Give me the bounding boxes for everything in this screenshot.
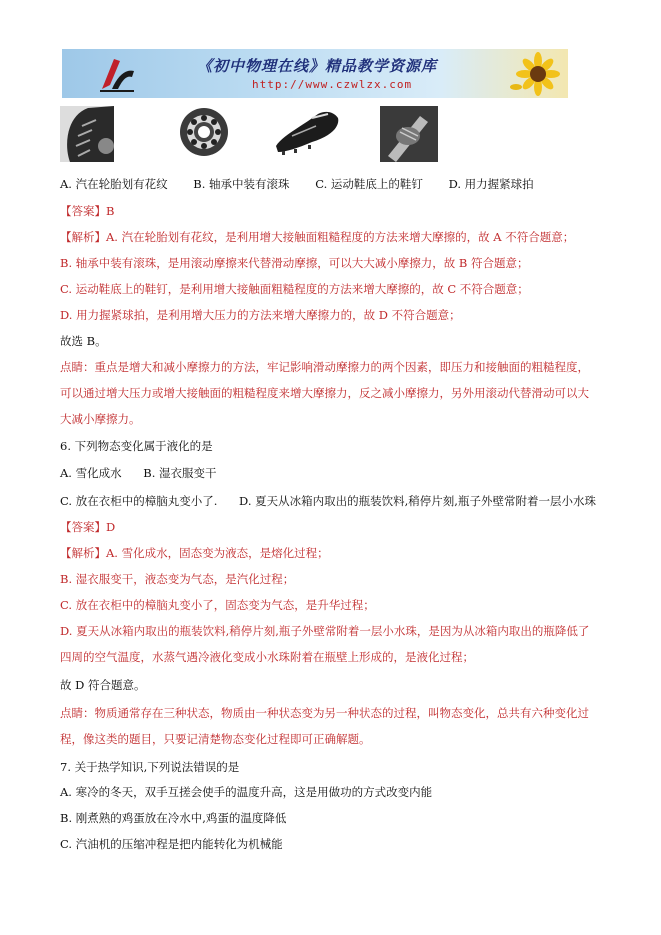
q6-analysis-line: 四周的空气温度，水蒸气遇冷液化变成小水珠附着在瓶壁上形成的，是液化过程； xyxy=(60,650,474,664)
tire-tread-image xyxy=(60,106,114,162)
q5-tip-line: 点睛：重点是增大和减小摩擦力的方法，牢记影响滑动摩擦力的两个因素，即压力和接触面的粗糙程度， xyxy=(60,360,589,374)
q6-question: 6. 下列物态变化属于液化的是 xyxy=(60,439,213,453)
q6-conclusion: 故 D 符合题意。 xyxy=(60,678,146,692)
q5-option-d: D. 用力握紧球拍 xyxy=(448,177,534,191)
banner-url: http://www.czwlzx.com xyxy=(252,78,413,91)
q6-option-d: D. 夏天从冰箱内取出的瓶装饮料,稍停片刻,瓶子外壁常附着一层小水珠 xyxy=(239,494,596,508)
q6-option-a: A. 雪化成水 xyxy=(60,466,122,480)
q5-option-b: B. 轴承中装有滚珠 xyxy=(193,177,290,191)
q6-analysis-line: D. 夏天从冰箱内取出的瓶装饮料,稍停片刻,瓶子外壁常附着一层小水珠，是因为从冰箱内取出的瓶降低了 xyxy=(60,624,590,638)
q5-analysis-line: 【解析】A. 汽在轮胎划有花纹，是利用增大接触面粗糙程度的方法来增大摩擦的，故 A 不符合题意； xyxy=(60,230,575,244)
bearing-image xyxy=(175,106,233,158)
q6-tip-line: 程，像这类的题目，只要记清楚物态变化过程即可正确解题。 xyxy=(60,732,371,746)
q5-options xyxy=(60,176,534,192)
header-banner xyxy=(62,49,568,98)
q5-option-c: C. 运动鞋底上的鞋钉 xyxy=(315,177,423,191)
q5-analysis-line: D. 用力握紧球拍，是利用增大压力的方法来增大摩擦力的，故 D 不符合题意； xyxy=(60,308,461,322)
q5-answer: 【答案】B xyxy=(60,204,115,218)
q5-conclusion: 故选 B。 xyxy=(60,334,107,348)
q6-option-c: C. 放在衣柜中的樟脑丸变小了. xyxy=(60,494,218,508)
q7-question: 7. 关于热学知识,下列说法错误的是 xyxy=(60,760,240,774)
question-images xyxy=(60,106,460,162)
q6-options-ab xyxy=(60,465,217,481)
q5-analysis-line: C. 运动鞋底上的鞋钉，是利用增大接触面粗糙程度的方法来增大摩擦的，故 C 不符合题意； xyxy=(60,282,529,296)
q6-analysis-line: B. 湿衣服变干，液态变为气态，是汽化过程； xyxy=(60,572,295,586)
q6-option-b: B. 湿衣服变干 xyxy=(143,466,217,480)
q5-tip-line: 大减小摩擦力。 xyxy=(60,412,141,426)
q7-option-c: C. 汽油机的压缩冲程是把内能转化为机械能 xyxy=(60,837,283,851)
q6-tip-line: 点睛：物质通常存在三种状态，物质由一种状态变为另一种状态的过程，叫物态变化，总共有六种变化过 xyxy=(60,706,589,720)
cleats-image xyxy=(272,106,342,156)
q5-option-a: A. 汽在轮胎划有花纹 xyxy=(60,177,168,191)
q6-options-cd xyxy=(60,493,596,509)
q7-option-b: B. 刚煮熟的鸡蛋放在冷水中,鸡蛋的温度降低 xyxy=(60,811,287,825)
racket-grip-image xyxy=(380,106,438,162)
q6-analysis-line: 【解析】A. 雪化成水，固态变为液态，是熔化过程； xyxy=(60,546,329,560)
banner-title: 《初中物理在线》精品教学资源库 xyxy=(197,57,438,75)
q6-analysis-line: C. 放在衣柜中的樟脑丸变小了，固态变为气态，是升华过程； xyxy=(60,598,375,612)
q6-answer: 【答案】D xyxy=(60,520,116,534)
sunflower-icon xyxy=(508,51,564,97)
q5-tip-line: 可以通过增大压力或增大接触面的粗糙程度来增大摩擦力，反之减小摩擦力，另外用滚动代替滑动可以大 xyxy=(60,386,589,400)
logo-icon xyxy=(96,55,136,93)
q7-option-a: A. 寒冷的冬天，双手互搓会使手的温度升高，这是用做功的方式改变内能 xyxy=(60,785,433,799)
q5-analysis-line: B. 轴承中装有滚珠，是用滚动摩擦来代替滑动摩擦，可以大大减小摩擦力，故 B 符合题意； xyxy=(60,256,529,270)
